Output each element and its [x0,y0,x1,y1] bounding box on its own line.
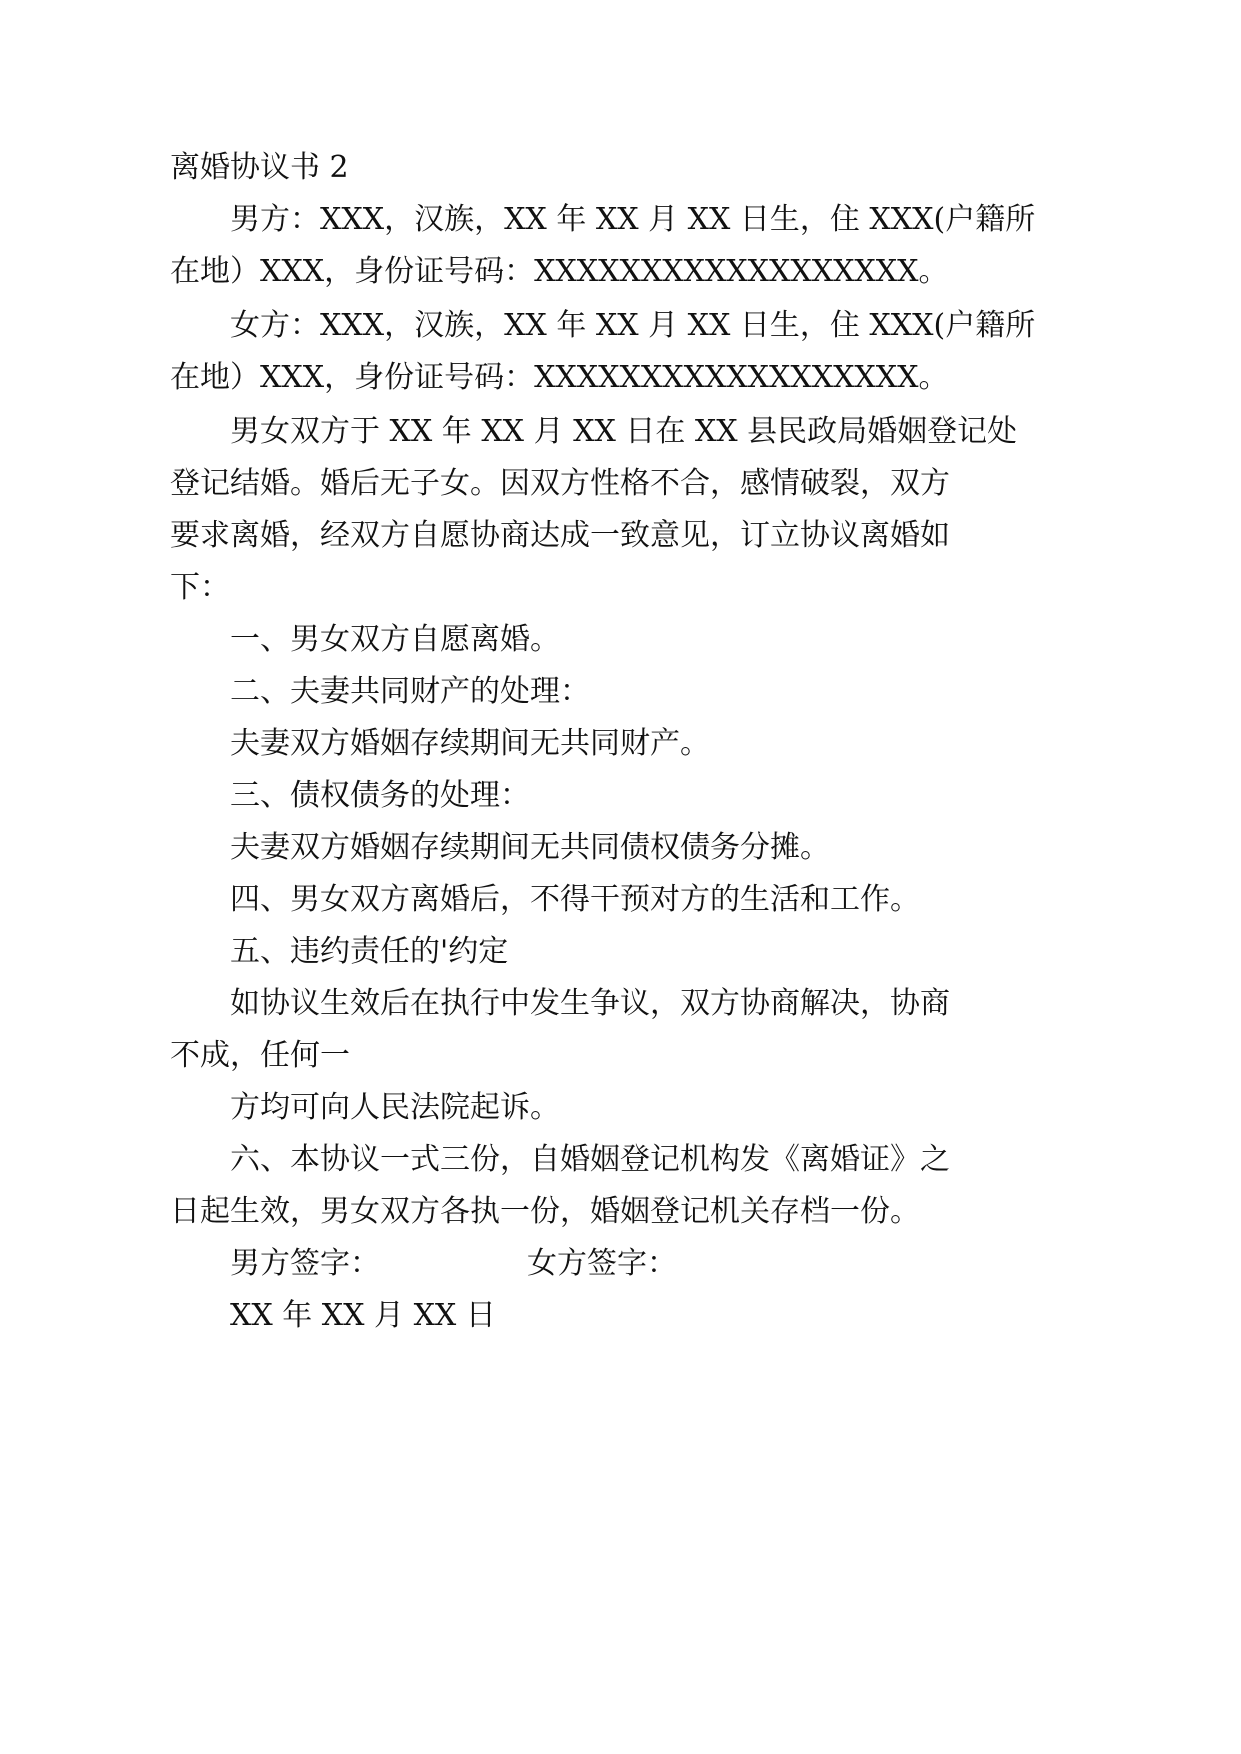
intro-line-2: 登记结婚。婚后无子女。因双方性格不合，感情破裂，双方 [170,466,950,501]
female-signature-label: 女方签字： [527,1246,677,1281]
document-title: 离婚协议书 2 [170,150,349,185]
clause-2-body: 夫妻双方婚姻存续期间无共同财产。 [230,726,710,761]
male-party-line-1: 男方：XXX，汉族，XX 年 XX 月 XX 日生，住 XXX(户籍所 [230,202,1036,237]
male-signature-label: 男方签字： [230,1246,380,1281]
intro-line-3: 要求离婚，经双方自愿协商达成一致意见，订立协议离婚如 [170,518,950,553]
intro-line-1: 男女双方于 XX 年 XX 月 XX 日在 XX 县民政局婚姻登记处 [230,414,1018,449]
clause-1: 一、男女双方自愿离婚。 [230,622,560,657]
clause-4: 四、男女双方离婚后，不得干预对方的生活和工作。 [230,882,920,917]
female-party-line-2: 在地）XXX，身份证号码：XXXXXXXXXXXXXXXXXX。 [170,360,949,395]
female-party-line-1: 女方：XXX，汉族，XX 年 XX 月 XX 日生，住 XXX(户籍所 [230,308,1036,343]
male-party-line-2: 在地）XXX，身份证号码：XXXXXXXXXXXXXXXXXX。 [170,254,949,289]
clause-2-heading: 二、夫妻共同财产的处理： [230,674,590,709]
clause-3-heading: 三、债权债务的处理： [230,778,530,813]
clause-5-heading: 五、违约责任的'约定 [230,934,509,969]
clause-6-line-1: 六、本协议一式三份，自婚姻登记机构发《离婚证》之 [230,1142,950,1177]
clause-6-line-2: 日起生效，男女双方各执一份，婚姻登记机关存档一份。 [170,1194,920,1229]
clause-5-body-line-3: 方均可向人民法院起诉。 [230,1090,560,1125]
intro-line-4: 下： [170,570,230,605]
agreement-date: XX 年 XX 月 XX 日 [230,1298,496,1333]
clause-5-body-line-1: 如协议生效后在执行中发生争议，双方协商解决，协商 [230,986,950,1021]
clause-3-body: 夫妻双方婚姻存续期间无共同债权债务分摊。 [230,830,830,865]
clause-5-body-line-2: 不成，任何一 [170,1038,350,1073]
